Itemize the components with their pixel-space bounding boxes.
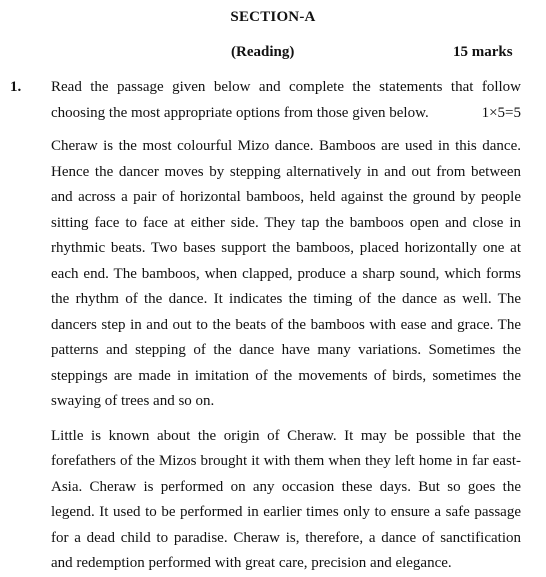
- question-content: [51, 75, 521, 577]
- marks-scheme: 1×5=5: [481, 104, 521, 121]
- passage-paragraph-2: Little is known about the origin of Cheraw. It may be possible that the forefathers of the Mizos brought it with them when they left home in far east-Asia. Cheraw is performed on any occasion these days. But so goes the legend. It used to be performed in earlier times only to ensure a safe passage for a dead child to paradise. Cheraw is, therefore, a dance of sanctification and redemption performed with great care, precision and elegance.: [51, 427, 521, 571]
- instruction-line-1: Read the passage given below and complete the statements that follow: [51, 79, 521, 95]
- instruction-line-2: choosing the most appropriate options from those given below.: [51, 104, 429, 121]
- question-number: 1.: [10, 79, 22, 95]
- section-marks: 15 marks: [453, 44, 513, 60]
- section-title: SECTION-A: [230, 9, 316, 25]
- passage-paragraph-1: Cheraw is the most colourful Mizo dance. Bamboos are used in this dance. Hence the dancer moves by stepping alternatively in and out from between and across a pair of horizontal bamboos, held against the ground by people sitting face to face at either side. They tap the bamboos open and close in rhythmic beats. Two bases support the bamboos, placed horizontally one at each end. The bamboos, when clapped, produce a sharp sound, which forms the rhythm of the dance. It indicates the timing of the dance as well. The dancers step in and out to the beats of the bamboos with ease and grace. The patterns and stepping of the dance have many variations. Sometimes the steppings are made in imitation of the movements of birds, sometimes the swaying of trees and so on.: [51, 138, 521, 409]
- section-subtitle: (Reading): [231, 44, 295, 60]
- instruction-line-2-row: [51, 101, 521, 127]
